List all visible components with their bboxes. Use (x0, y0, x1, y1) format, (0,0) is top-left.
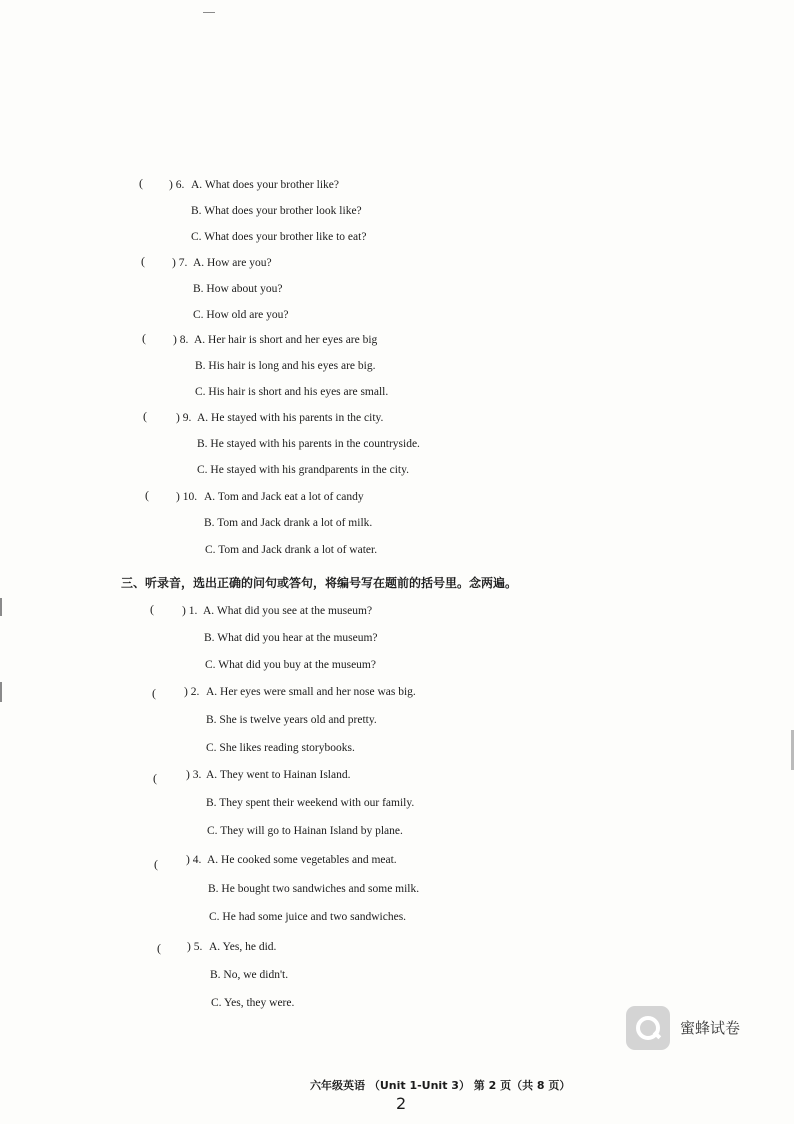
option-c: C. She likes reading storybooks. (206, 742, 355, 754)
scan-mark-left-2 (0, 682, 2, 702)
option-c: C. What did you buy at the museum? (205, 659, 376, 671)
option-a: A. Yes, he did. (209, 941, 277, 953)
option-a: A. What does your brother like? (191, 179, 339, 191)
page-number: 2 (396, 1094, 407, 1113)
option-a: A. How are you? (193, 257, 272, 269)
option-b: B. What did you hear at the museum? (204, 632, 378, 644)
question-number: ) 5. (187, 941, 203, 953)
answer-bracket-open[interactable]: ( (139, 176, 143, 190)
question-number: ) 3. (186, 769, 202, 781)
option-b: B. He stayed with his parents in the countryside. (197, 438, 420, 450)
question-number: ) 6. (169, 179, 185, 191)
bee-logo-icon (626, 1006, 670, 1050)
scan-mark-top (203, 12, 215, 13)
question-number: ) 7. (172, 257, 188, 269)
question-number: ) 2. (184, 686, 200, 698)
question-number: ) 8. (173, 334, 189, 346)
option-b: B. How about you? (193, 283, 283, 295)
answer-bracket-open[interactable]: ( (145, 488, 149, 502)
option-a: A. What did you see at the museum? (203, 605, 373, 617)
option-b: B. No, we didn't. (210, 969, 289, 981)
answer-bracket-open[interactable]: ( (153, 771, 157, 785)
answer-bracket-open[interactable]: ( (142, 331, 146, 345)
option-a: A. Tom and Jack eat a lot of candy (204, 491, 364, 503)
watermark-text: 蜜蜂试卷 (680, 1019, 741, 1037)
option-b: B. She is twelve years old and pretty. (206, 714, 377, 726)
option-b: B. Tom and Jack drank a lot of milk. (204, 517, 373, 529)
answer-bracket-open[interactable]: ( (152, 686, 156, 700)
option-b: B. What does your brother look like? (191, 205, 362, 217)
option-a: A. They went to Hainan Island. (206, 769, 351, 781)
option-a: A. He cooked some vegetables and meat. (207, 854, 397, 866)
option-b: B. His hair is long and his eyes are big. (195, 360, 376, 372)
question-number: ) 9. (176, 412, 192, 424)
option-c: C. Yes, they were. (211, 997, 295, 1009)
option-b: B. He bought two sandwiches and some milk. (208, 883, 420, 895)
option-c: C. Tom and Jack drank a lot of water. (205, 544, 378, 556)
option-c: C. His hair is short and his eyes are small. (195, 386, 389, 398)
option-a: A. Her eyes were small and her nose was big. (206, 686, 416, 698)
answer-bracket-open[interactable]: ( (157, 941, 161, 955)
option-b: B. They spent their weekend with our family. (206, 797, 415, 809)
question-number: ) 1. (182, 605, 198, 617)
section-3-title: 三、听录音，选出正确的问句或答句，将编号写在题前的括号里。念两遍。 (121, 576, 518, 590)
option-c: C. How old are you? (193, 309, 289, 321)
page-footer: 六年级英语 （Unit 1-Unit 3） 第 2 页（共 8 页） (310, 1079, 571, 1092)
scan-mark-left-1 (0, 598, 2, 616)
question-number: ) 10. (176, 491, 198, 503)
answer-bracket-open[interactable]: ( (141, 254, 145, 268)
question-number: ) 4. (186, 854, 202, 866)
option-c: C. He had some juice and two sandwiches. (209, 911, 407, 923)
option-a: A. He stayed with his parents in the city. (197, 412, 384, 424)
option-c: C. They will go to Hainan Island by plane. (207, 825, 403, 837)
answer-bracket-open[interactable]: ( (143, 409, 147, 423)
answer-bracket-open[interactable]: ( (150, 602, 154, 616)
answer-bracket-open[interactable]: ( (154, 857, 158, 871)
option-c: C. What does your brother like to eat? (191, 231, 367, 243)
option-a: A. Her hair is short and her eyes are big (194, 334, 378, 346)
option-c: C. He stayed with his grandparents in the city. (197, 464, 409, 476)
